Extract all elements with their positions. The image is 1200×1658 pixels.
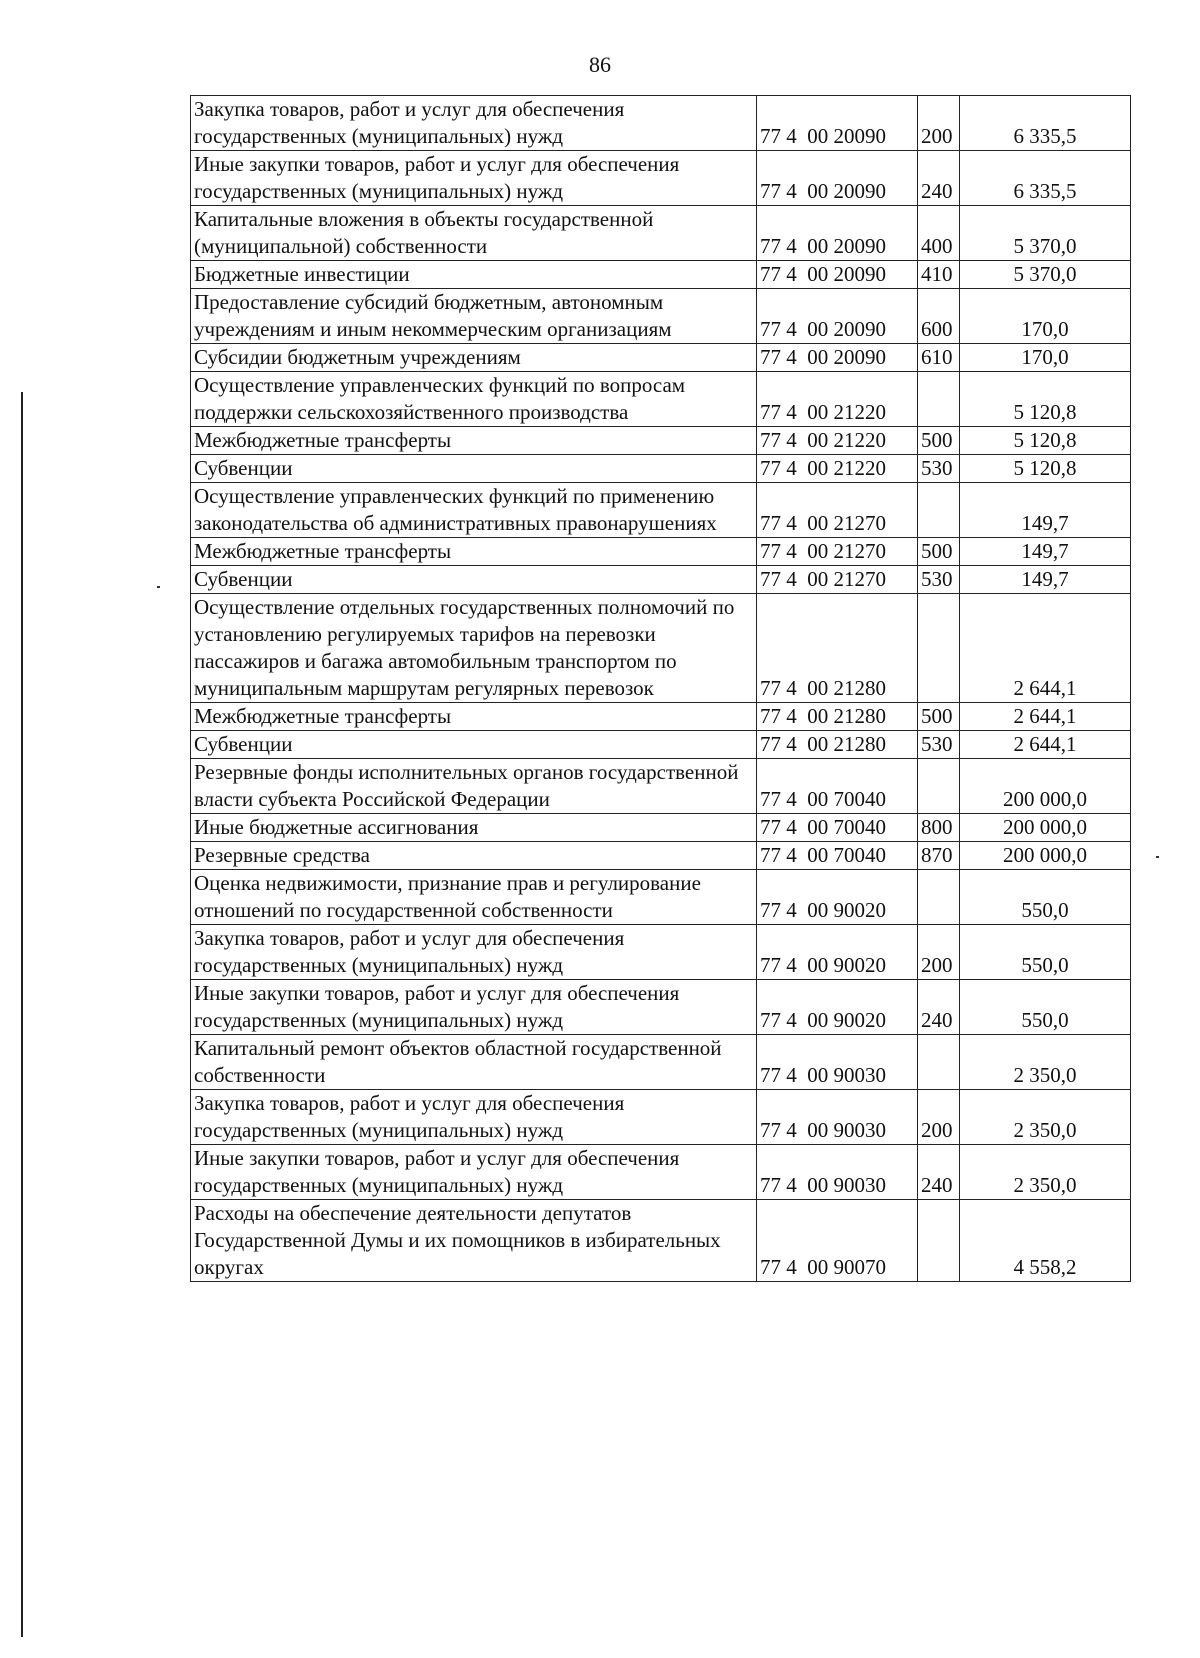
expense-type-code-cell: 240 bbox=[918, 1145, 960, 1200]
table-row bbox=[191, 925, 1131, 980]
table-row bbox=[191, 455, 1131, 483]
scan-speck bbox=[157, 586, 160, 588]
amount-cell: 200 000,0 bbox=[960, 759, 1131, 814]
expense-name-cell: Закупка товаров, работ и услуг для обеспечения государственных (муниципальных) нужд bbox=[191, 925, 757, 980]
target-article-code-cell: 77 4 00 21220 bbox=[757, 427, 918, 455]
target-article-code-cell: 77 4 00 20090 bbox=[757, 289, 918, 344]
amount-cell: 6 335,5 bbox=[960, 96, 1131, 151]
table-row bbox=[191, 1090, 1131, 1145]
table-row bbox=[191, 483, 1131, 538]
table-row bbox=[191, 731, 1131, 759]
target-article-code-cell: 77 4 00 21270 bbox=[757, 483, 918, 538]
target-article-code-cell: 77 4 00 70040 bbox=[757, 842, 918, 870]
table-row bbox=[191, 1035, 1131, 1090]
target-article-code-cell: 77 4 00 20090 bbox=[757, 151, 918, 206]
amount-cell: 5 370,0 bbox=[960, 261, 1131, 289]
expense-type-code-cell: 200 bbox=[918, 925, 960, 980]
target-article-code-cell: 77 4 00 20090 bbox=[757, 206, 918, 261]
expense-type-code-cell bbox=[918, 1035, 960, 1090]
table-row bbox=[191, 980, 1131, 1035]
expense-type-code-cell bbox=[918, 759, 960, 814]
amount-cell: 550,0 bbox=[960, 870, 1131, 925]
expense-type-code-cell: 530 bbox=[918, 566, 960, 594]
expense-name-cell: Иные закупки товаров, работ и услуг для обеспечения государственных (муниципальных) нужд bbox=[191, 980, 757, 1035]
expense-type-code-cell: 870 bbox=[918, 842, 960, 870]
amount-cell: 2 644,1 bbox=[960, 703, 1131, 731]
amount-cell: 149,7 bbox=[960, 483, 1131, 538]
amount-cell: 149,7 bbox=[960, 538, 1131, 566]
amount-cell: 550,0 bbox=[960, 925, 1131, 980]
table-row bbox=[191, 566, 1131, 594]
table-row bbox=[191, 96, 1131, 151]
expense-type-code-cell bbox=[918, 483, 960, 538]
amount-cell: 2 644,1 bbox=[960, 731, 1131, 759]
scan-margin-line bbox=[21, 392, 23, 1637]
expense-name-cell: Субсидии бюджетным учреждениям bbox=[191, 344, 757, 372]
amount-cell: 550,0 bbox=[960, 980, 1131, 1035]
expense-name-cell: Иные бюджетные ассигнования bbox=[191, 814, 757, 842]
expense-name-cell: Расходы на обеспечение деятельности депутатов Государственной Думы и их помощников в избирательных округах bbox=[191, 1200, 757, 1282]
table-row bbox=[191, 842, 1131, 870]
expense-type-code-cell: 600 bbox=[918, 289, 960, 344]
page-number: 86 bbox=[589, 52, 611, 77]
expense-name-cell: Резервные фонды исполнительных органов государственной власти субъекта Российской Федерации bbox=[191, 759, 757, 814]
target-article-code-cell: 77 4 00 90030 bbox=[757, 1090, 918, 1145]
amount-cell: 5 120,8 bbox=[960, 427, 1131, 455]
table-row bbox=[191, 594, 1131, 703]
amount-cell: 6 335,5 bbox=[960, 151, 1131, 206]
target-article-code-cell: 77 4 00 21280 bbox=[757, 703, 918, 731]
amount-cell: 149,7 bbox=[960, 566, 1131, 594]
expense-type-code-cell: 240 bbox=[918, 151, 960, 206]
expense-name-cell: Субвенции bbox=[191, 731, 757, 759]
table-row bbox=[191, 1145, 1131, 1200]
budget-table-body bbox=[191, 96, 1131, 1282]
expense-name-cell: Оценка недвижимости, признание прав и регулирование отношений по государственной собственности bbox=[191, 870, 757, 925]
expense-name-cell: Резервные средства bbox=[191, 842, 757, 870]
expense-type-code-cell: 400 bbox=[918, 206, 960, 261]
expense-name-cell: Иные закупки товаров, работ и услуг для обеспечения государственных (муниципальных) нужд bbox=[191, 1145, 757, 1200]
target-article-code-cell: 77 4 00 20090 bbox=[757, 261, 918, 289]
table-row bbox=[191, 538, 1131, 566]
amount-cell: 2 644,1 bbox=[960, 594, 1131, 703]
expense-name-cell: Закупка товаров, работ и услуг для обеспечения государственных (муниципальных) нужд bbox=[191, 1090, 757, 1145]
expense-name-cell: Капитальный ремонт объектов областной государственной собственности bbox=[191, 1035, 757, 1090]
expense-type-code-cell: 240 bbox=[918, 980, 960, 1035]
expense-name-cell: Межбюджетные трансферты bbox=[191, 703, 757, 731]
expense-name-cell: Субвенции bbox=[191, 455, 757, 483]
target-article-code-cell: 77 4 00 70040 bbox=[757, 759, 918, 814]
target-article-code-cell: 77 4 00 21220 bbox=[757, 372, 918, 427]
expense-type-code-cell: 200 bbox=[918, 1090, 960, 1145]
expense-type-code-cell bbox=[918, 870, 960, 925]
table-row bbox=[191, 289, 1131, 344]
table-row bbox=[191, 427, 1131, 455]
target-article-code-cell: 77 4 00 21280 bbox=[757, 594, 918, 703]
budget-table bbox=[190, 95, 1131, 1282]
expense-type-code-cell bbox=[918, 372, 960, 427]
expense-type-code-cell: 410 bbox=[918, 261, 960, 289]
amount-cell: 5 370,0 bbox=[960, 206, 1131, 261]
expense-name-cell: Осуществление управленческих функций по применению законодательства об административных правонарушениях bbox=[191, 483, 757, 538]
amount-cell: 5 120,8 bbox=[960, 372, 1131, 427]
amount-cell: 2 350,0 bbox=[960, 1090, 1131, 1145]
table-row bbox=[191, 870, 1131, 925]
expense-name-cell: Закупка товаров, работ и услуг для обеспечения государственных (муниципальных) нужд bbox=[191, 96, 757, 151]
table-row bbox=[191, 206, 1131, 261]
expense-type-code-cell: 500 bbox=[918, 703, 960, 731]
target-article-code-cell: 77 4 00 20090 bbox=[757, 96, 918, 151]
target-article-code-cell: 77 4 00 20090 bbox=[757, 344, 918, 372]
table-row bbox=[191, 759, 1131, 814]
target-article-code-cell: 77 4 00 90020 bbox=[757, 980, 918, 1035]
amount-cell: 200 000,0 bbox=[960, 842, 1131, 870]
expense-type-code-cell bbox=[918, 1200, 960, 1282]
amount-cell: 170,0 bbox=[960, 344, 1131, 372]
expense-name-cell: Межбюджетные трансферты bbox=[191, 538, 757, 566]
expense-name-cell: Бюджетные инвестиции bbox=[191, 261, 757, 289]
amount-cell: 5 120,8 bbox=[960, 455, 1131, 483]
target-article-code-cell: 77 4 00 90070 bbox=[757, 1200, 918, 1282]
amount-cell: 4 558,2 bbox=[960, 1200, 1131, 1282]
table-row bbox=[191, 814, 1131, 842]
expense-type-code-cell: 500 bbox=[918, 538, 960, 566]
expense-type-code-cell: 800 bbox=[918, 814, 960, 842]
expense-type-code-cell: 530 bbox=[918, 731, 960, 759]
target-article-code-cell: 77 4 00 21280 bbox=[757, 731, 918, 759]
expense-name-cell: Осуществление отдельных государственных полномочий по установлению регулируемых тарифов на перевозки пассажиров и багажа автомобильным транспортом по муниципальным маршрутам регулярных перевозок bbox=[191, 594, 757, 703]
expense-type-code-cell: 610 bbox=[918, 344, 960, 372]
amount-cell: 2 350,0 bbox=[960, 1035, 1131, 1090]
table-row bbox=[191, 344, 1131, 372]
target-article-code-cell: 77 4 00 90020 bbox=[757, 925, 918, 980]
expense-type-code-cell: 500 bbox=[918, 427, 960, 455]
table-row bbox=[191, 372, 1131, 427]
target-article-code-cell: 77 4 00 21270 bbox=[757, 566, 918, 594]
expense-type-code-cell: 200 bbox=[918, 96, 960, 151]
table-row bbox=[191, 261, 1131, 289]
amount-cell: 200 000,0 bbox=[960, 814, 1131, 842]
expense-name-cell: Предоставление субсидий бюджетным, автономным учреждениям и иным некоммерческим организациям bbox=[191, 289, 757, 344]
expense-name-cell: Капитальные вложения в объекты государственной (муниципальной) собственности bbox=[191, 206, 757, 261]
target-article-code-cell: 77 4 00 21220 bbox=[757, 455, 918, 483]
target-article-code-cell: 77 4 00 70040 bbox=[757, 814, 918, 842]
scan-speck bbox=[1156, 856, 1159, 858]
target-article-code-cell: 77 4 00 21270 bbox=[757, 538, 918, 566]
target-article-code-cell: 77 4 00 90030 bbox=[757, 1035, 918, 1090]
expense-name-cell: Субвенции bbox=[191, 566, 757, 594]
target-article-code-cell: 77 4 00 90030 bbox=[757, 1145, 918, 1200]
expense-name-cell: Осуществление управленческих функций по вопросам поддержки сельскохозяйственного производства bbox=[191, 372, 757, 427]
expense-type-code-cell bbox=[918, 594, 960, 703]
table-row bbox=[191, 703, 1131, 731]
table-row bbox=[191, 151, 1131, 206]
target-article-code-cell: 77 4 00 90020 bbox=[757, 870, 918, 925]
table-row bbox=[191, 1200, 1131, 1282]
expense-name-cell: Межбюджетные трансферты bbox=[191, 427, 757, 455]
expense-type-code-cell: 530 bbox=[918, 455, 960, 483]
amount-cell: 170,0 bbox=[960, 289, 1131, 344]
amount-cell: 2 350,0 bbox=[960, 1145, 1131, 1200]
expense-name-cell: Иные закупки товаров, работ и услуг для обеспечения государственных (муниципальных) нужд bbox=[191, 151, 757, 206]
